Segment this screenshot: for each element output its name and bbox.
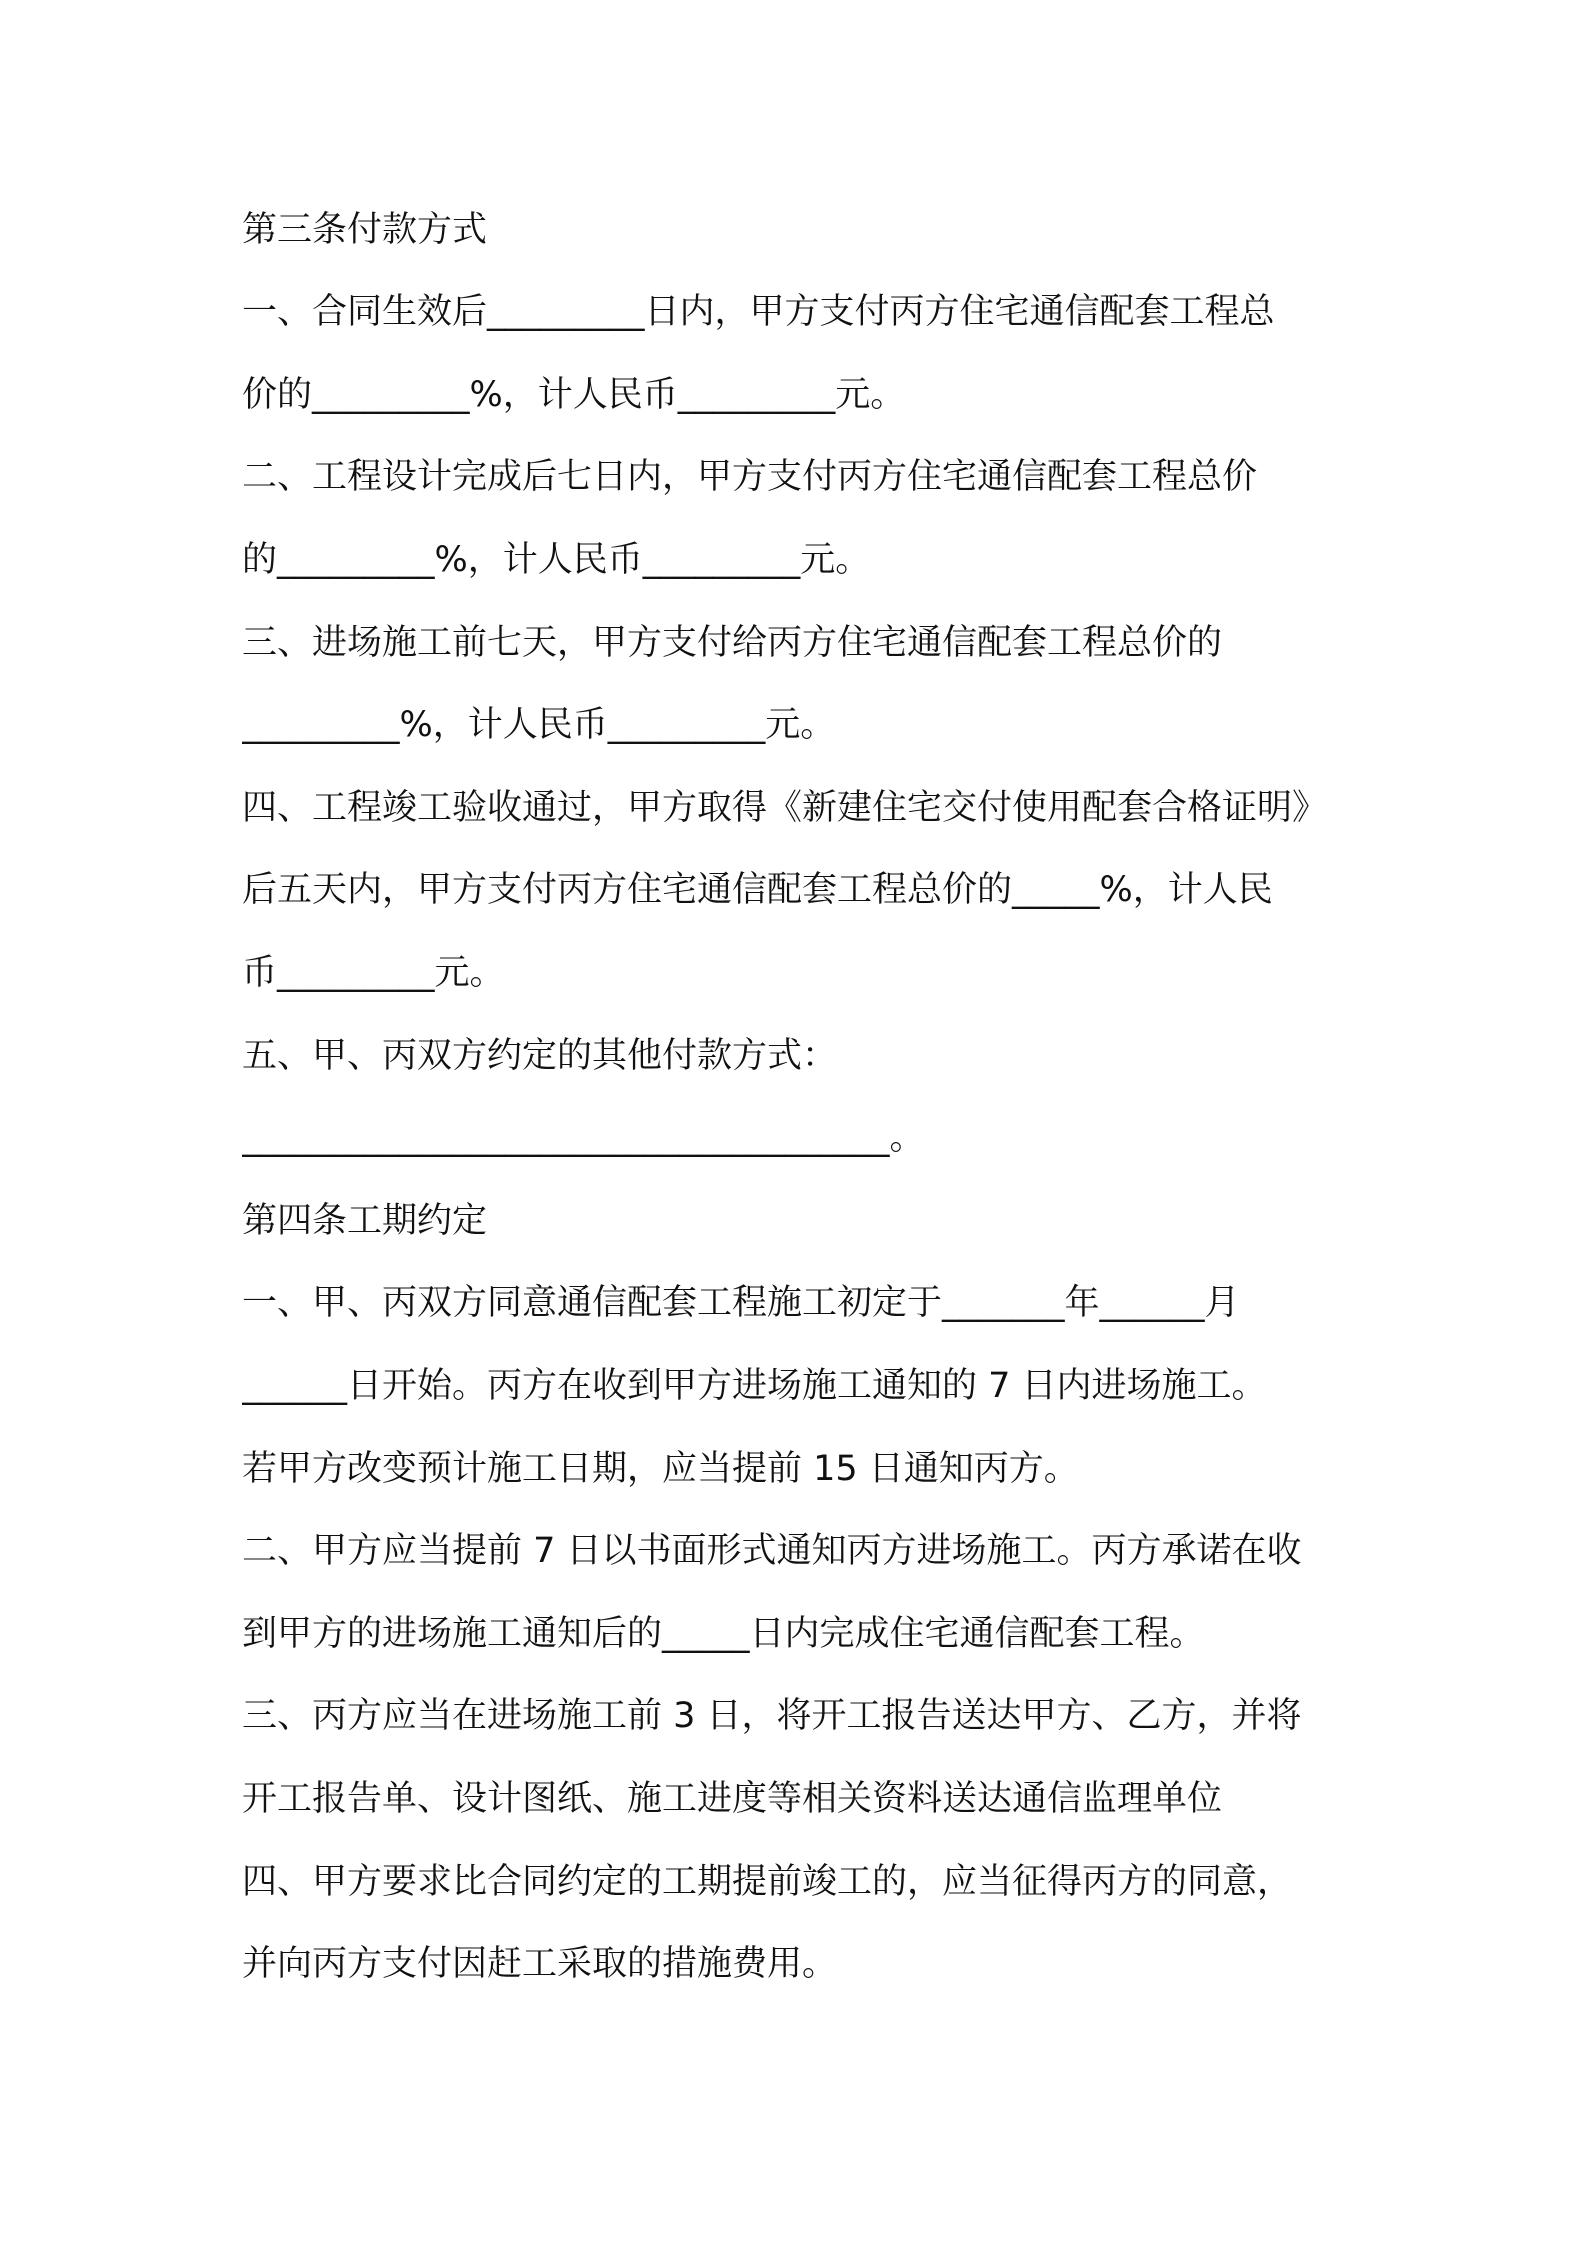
- schedule-clause-3-line-2: 开工报告单、设计图纸、施工进度等相关资料送达通信监理单位: [242, 1779, 1223, 1819]
- payment-clause-4-line-2: 后五天内，甲方支付丙方住宅通信配套工程总价的_____%，计人民: [242, 870, 1273, 910]
- payment-clause-1-line-2: 价的_________%，计人民币_________元。: [242, 375, 906, 415]
- schedule-clause-1-line-1: 一、甲、丙双方同意通信配套工程施工初定于_______年______月: [242, 1283, 1240, 1323]
- payment-clause-5-line-1: 五、甲、丙双方约定的其他付款方式：: [242, 1036, 838, 1076]
- payment-clause-2-line-1: 二、工程设计完成后七日内，甲方支付丙方住宅通信配套工程总价: [242, 457, 1258, 497]
- payment-clause-2-line-2: 的_________%，计人民币_________元。: [242, 540, 871, 580]
- payment-clause-3-line-1: 三、进场施工前七天，甲方支付给丙方住宅通信配套工程总价的: [242, 623, 1223, 663]
- section-heading-payment: 第三条付款方式: [242, 210, 488, 250]
- payment-clause-5-blank-line: _____________________________________。: [242, 1118, 925, 1158]
- schedule-clause-4-line-2: 并向丙方支付因赶工采取的措施费用。: [242, 1944, 838, 1984]
- section-heading-schedule: 第四条工期约定: [242, 1201, 488, 1241]
- schedule-clause-2-line-2: 到甲方的进场施工通知后的_____日内完成住宅通信配套工程。: [242, 1614, 1205, 1654]
- schedule-clause-1-line-2: ______日开始。丙方在收到甲方进场施工通知的 7 日内进场施工。: [242, 1366, 1267, 1406]
- payment-clause-1-line-1: 一、合同生效后_________日内，甲方支付丙方住宅通信配套工程总: [242, 292, 1275, 332]
- schedule-clause-1-line-3: 若甲方改变预计施工日期，应当提前 15 日通知丙方。: [242, 1449, 1079, 1489]
- payment-clause-4-line-3: 币_________元。: [242, 953, 505, 993]
- schedule-clause-3-line-1: 三、丙方应当在进场施工前 3 日，将开工报告送达甲方、乙方，并将: [242, 1696, 1302, 1736]
- schedule-clause-4-line-1: 四、甲方要求比合同约定的工期提前竣工的，应当征得丙方的同意，: [242, 1862, 1293, 1902]
- payment-clause-4-line-1: 四、工程竣工验收通过，甲方取得《新建住宅交付使用配套合格证明》: [242, 788, 1328, 828]
- payment-clause-3-line-2: _________%，计人民币_________元。: [242, 705, 836, 745]
- schedule-clause-2-line-1: 二、甲方应当提前 7 日以书面形式通知丙方进场施工。丙方承诺在收: [242, 1531, 1302, 1571]
